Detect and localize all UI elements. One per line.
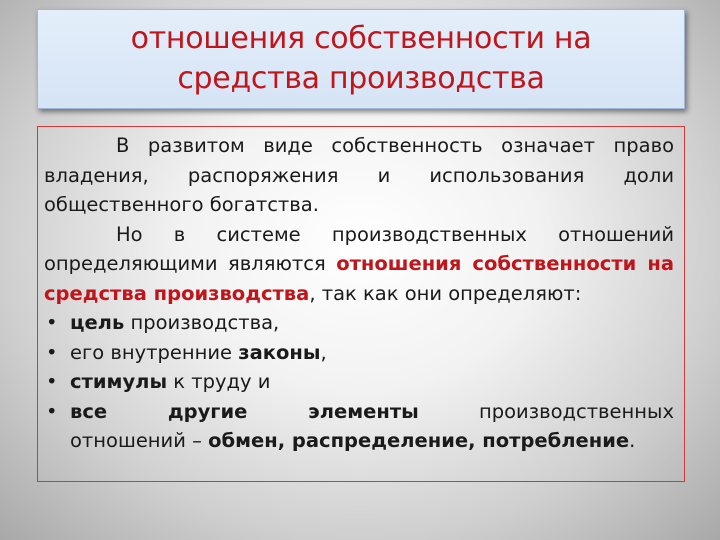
list-item-text: производства, xyxy=(124,311,280,334)
continuation-end: . xyxy=(629,429,636,452)
list-item xyxy=(44,397,674,456)
list-item-text: к труду и xyxy=(167,370,271,393)
list-item-bold: все другие элементы xyxy=(70,399,419,423)
title-box xyxy=(37,9,685,109)
list-item-bold: законы xyxy=(238,340,321,364)
bullet-icon: • xyxy=(46,340,58,364)
list-item xyxy=(44,338,674,368)
bullet-list xyxy=(44,308,674,456)
continuation-pre: отношений – xyxy=(70,429,209,452)
content-box xyxy=(37,126,685,482)
list-item xyxy=(44,308,674,338)
paragraph-1 xyxy=(44,131,674,220)
title-line-2: средства производства xyxy=(177,61,545,96)
list-item-bold: стимулы xyxy=(70,370,168,393)
paragraph-2-end: , так как они определяют: xyxy=(309,281,582,305)
paragraph-1-text: В развитом виде собственность означает право владения, распоряжения и использования доли общественного богатства. xyxy=(44,134,674,216)
continuation-bold: обмен, распределение, потребление xyxy=(208,429,630,452)
bullet-icon: • xyxy=(46,399,58,423)
title-line-1: отношения собственности на xyxy=(130,21,592,56)
list-item-text: , xyxy=(320,340,327,364)
list-item xyxy=(44,367,674,397)
list-item-pre: его внутренние xyxy=(70,340,239,364)
list-item-line xyxy=(70,397,674,427)
slide-title xyxy=(131,19,592,99)
list-item-text: производственных xyxy=(418,399,674,423)
highlighted-phrase: отношения собственности на средства производства xyxy=(44,252,674,305)
paragraph-2 xyxy=(44,220,674,309)
bullet-icon: • xyxy=(46,311,58,334)
list-item-continuation xyxy=(70,426,674,456)
paragraph-2-start: Но в системе производственных отношений определяющими являются xyxy=(44,222,674,275)
bullet-icon: • xyxy=(46,370,58,393)
list-item-bold: цель xyxy=(70,311,125,334)
